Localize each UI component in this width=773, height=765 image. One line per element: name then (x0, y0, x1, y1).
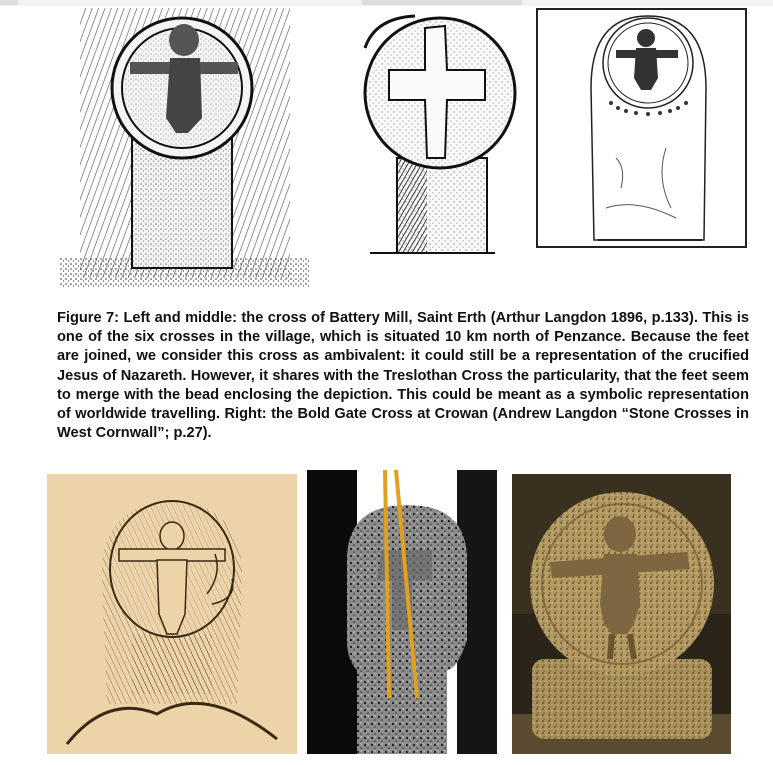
figure-caption: Figure 7: Left and middle: the cross of Battery Mill, Saint Erth (Arthur Langdon 1896, p.133). This is one of the six crosses in the village, which is situated 10 km north of Penzance. Because the feet are joined, we consider this cross as ambivalent: it could still be a representation of the crucified Jesus of Nazareth. However, it shares with the Treslothan Cross the particularity, that the feet seem to merge with the bead enclosing the depiction. This could be meant as a symbolic representation of worldwide travelling. Right: the Bold Gate Cross at Crowan (Andrew Langdon “Stone Crosses in West Cornwall”; p.27). (57, 310, 749, 442)
top-scroll-strip (0, 0, 773, 6)
bold-gate-cross-drawing (536, 8, 747, 248)
battery-mill-drawing-middle (345, 8, 520, 258)
bw-cross-photo (307, 470, 497, 754)
sepia-engraving (47, 474, 297, 754)
battery-mill-drawing-left (60, 8, 310, 288)
granite-cross-photo (512, 474, 731, 754)
